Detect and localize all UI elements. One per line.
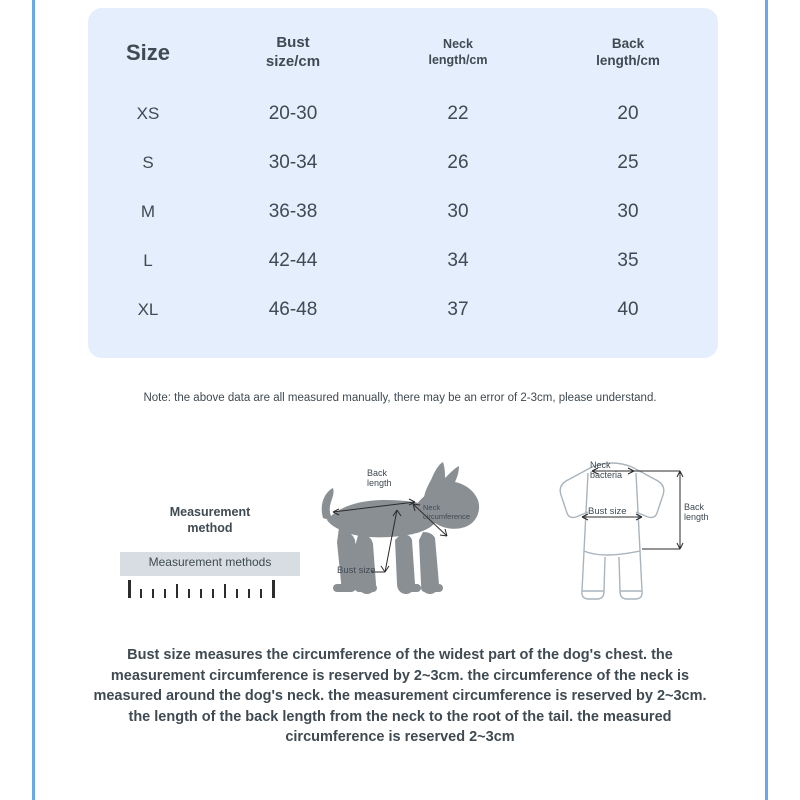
table-row [88,237,718,286]
shirt-bust-size-label: Bust size [588,506,627,517]
dog-diagram [305,460,505,625]
shirt-neck-label [590,460,622,481]
left-blue-rail [32,0,35,800]
header-back-line1: Back [611,35,645,51]
dog-shirt-outline-icon [530,455,730,625]
header-size-label: Size [125,40,171,65]
ruler-label: Measurement methods [148,555,272,570]
measurement-method-block [120,505,300,598]
dog-back-length-line2: length [367,478,392,489]
header-back-line2: length/cm [596,52,660,68]
header-neck-line2: length/cm [428,52,488,67]
cell-back: 35 [617,250,639,271]
dog-neck-line2: circumference [423,511,471,521]
measurement-instructions: Bust size measures the circumference of the widest part of the dog's chest. the measurement circumference is reserved by 2~3cm. the circumference of the neck is measured around the dog's neck. the measurement circumference is reserved by 2~3cm. the length of the back length from the neck to the root of the tail. the measured circumference is reserved 2~3cm [93,647,707,746]
table-header-bust [208,8,378,90]
cell-neck: 30 [447,201,469,222]
cell-size: S [142,153,154,172]
cell-neck: 34 [447,250,469,271]
dog-silhouette-icon [305,460,505,625]
cell-bust: 36-38 [268,201,318,222]
measurement-note: Note: the above data are all measured manually, there may be an error of 2-3cm, please understand. [143,392,657,404]
shirt-back-line2: length [684,512,709,523]
cell-back: 25 [617,152,639,173]
cell-size: L [143,251,153,270]
cell-back: 20 [617,103,639,124]
table-header-back [538,8,718,90]
size-table [88,8,718,335]
table-row [88,286,718,335]
cell-bust: 30-34 [268,152,318,173]
table-header-size [88,8,208,90]
shirt-back-length-label [684,502,709,523]
cell-bust: 42-44 [268,250,318,271]
diagram-row [60,450,740,625]
table-header-neck [378,8,538,90]
dog-back-length-label [367,468,392,489]
cell-neck: 26 [447,152,469,173]
measurement-title-line1: Measurement [169,505,251,519]
shirt-neck-line2: bacteria [590,470,623,481]
ruler-ticks [128,578,292,598]
cell-size: XS [136,104,160,123]
dog-bust-size-label: Bust size [337,565,376,576]
shirt-diagram [530,455,730,625]
shirt-neck-line1: Neck [590,460,611,470]
content-area [60,0,740,800]
shirt-back-line1: Back [684,502,705,512]
cell-back: 30 [617,201,639,222]
right-blue-rail [765,0,768,800]
cell-size: M [140,202,156,221]
ruler-graphic [120,552,300,598]
cell-size: XL [137,300,159,319]
cell-bust: 20-30 [268,103,318,124]
dog-back-length-line1: Back [367,468,388,478]
cell-bust: 46-48 [268,299,318,320]
cell-neck: 37 [447,299,469,320]
header-bust-line2: size/cm [265,52,321,70]
dog-neck-line1: Neck [423,503,441,512]
header-neck-line1: Neck [443,37,473,52]
dog-neck-circumference-label [423,504,470,521]
table-row [88,90,718,139]
cell-back: 40 [617,299,639,320]
measurement-title-line2: method [187,520,233,535]
cell-neck: 22 [447,103,469,124]
header-bust-line1: Bust [276,34,310,51]
table-header-row [88,8,718,90]
table-row [88,188,718,237]
measurement-method-title [120,505,300,536]
table-row [88,139,718,188]
